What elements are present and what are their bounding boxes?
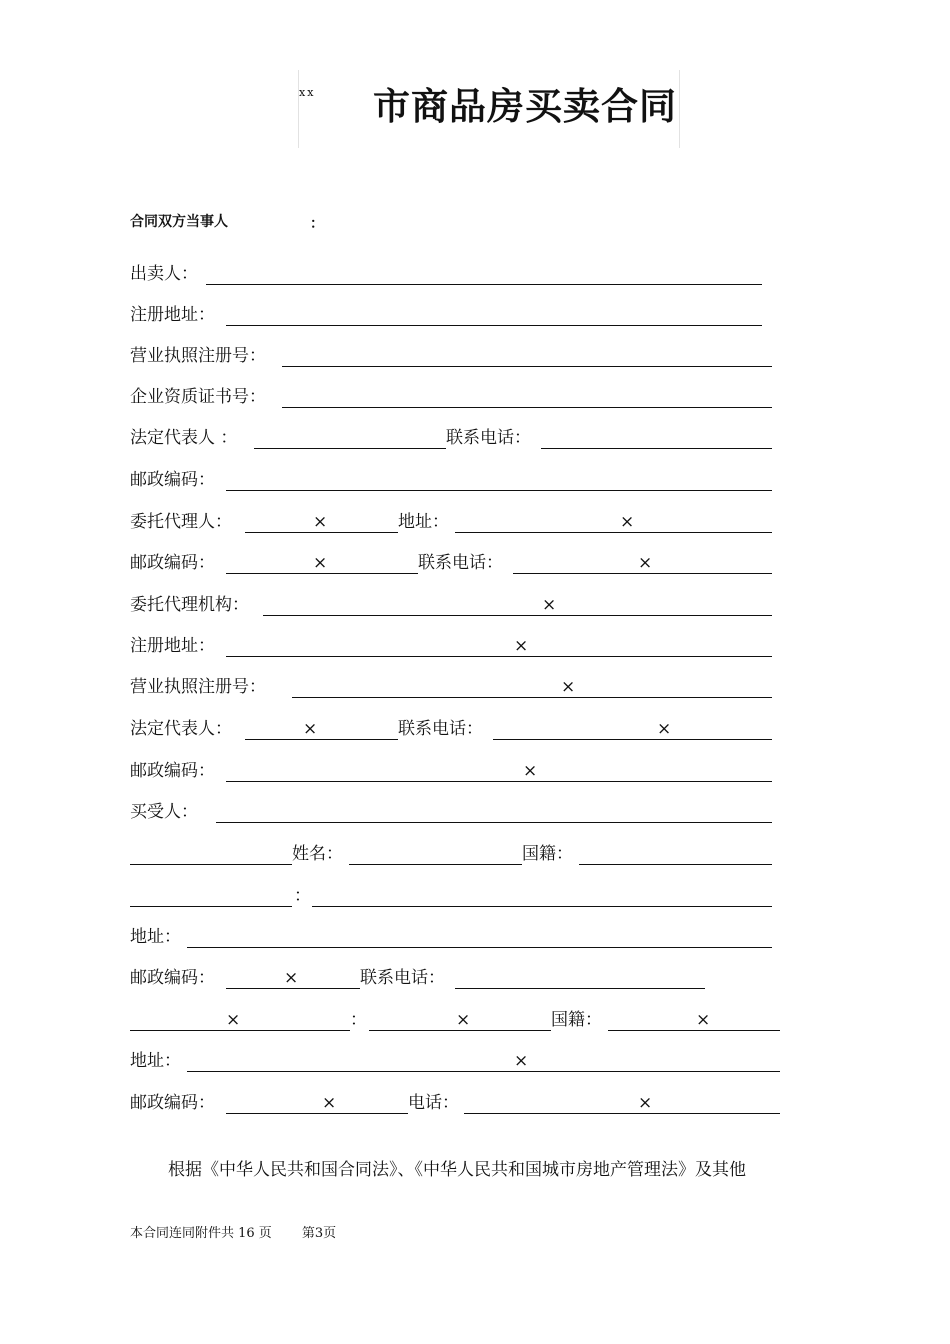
page-footer <box>130 1222 336 1241</box>
postcode-label: 邮政编码： <box>130 470 215 490</box>
agency-license-cross-mark: × <box>561 677 576 697</box>
buyer-address-line <box>187 947 772 948</box>
buyer2-address-line <box>187 1071 780 1072</box>
qualification-line <box>282 407 772 408</box>
footer-page-number: 第3页 <box>301 1226 337 1241</box>
buyer2-nationality-cross-mark: × <box>696 1010 711 1030</box>
buyer-address-label: 地址： <box>130 927 181 947</box>
phone-line <box>541 448 772 449</box>
qualification-label: 企业资质证书号： <box>130 387 266 407</box>
agent-postcode-cross-mark: × <box>313 553 328 573</box>
phone-label: 联系电话： <box>446 428 531 448</box>
parties-heading-colon: ： <box>310 216 324 232</box>
agency-address-label: 注册地址： <box>130 636 215 656</box>
buyer-nationality-label: 国籍： <box>522 844 573 864</box>
postcode-line <box>226 490 772 491</box>
agent-cross-mark: × <box>313 512 328 532</box>
agency-postcode-line <box>226 781 772 782</box>
agency-license-label: 营业执照注册号： <box>130 677 266 697</box>
buyer-name-label: 姓名： <box>292 844 343 864</box>
agency-address-line <box>226 656 772 657</box>
buyer2-address-label: 地址： <box>130 1051 181 1071</box>
buyer-id-colon: ： <box>294 886 311 906</box>
footer-attachment-note: 本合同连同附件共 16 页 <box>130 1226 272 1241</box>
agent-address-label: 地址： <box>398 512 449 532</box>
agency-license-line <box>292 697 772 698</box>
agency-phone-label: 联系电话： <box>398 719 483 739</box>
buyer2-tel-label: 电话： <box>408 1093 459 1113</box>
buyer2-nationality-label: 国籍： <box>551 1010 602 1030</box>
agency-cross-mark: × <box>542 595 557 615</box>
buyer-postcode-label: 邮政编码： <box>130 968 215 988</box>
buyer2-colon: ： <box>350 1010 367 1030</box>
buyer-line <box>216 822 772 823</box>
legal-rep-line <box>254 448 446 449</box>
title-prefix: xx <box>299 86 316 99</box>
legal-rep-label: 法定代表人 ： <box>130 428 238 448</box>
buyer2-postcode-cross-mark: × <box>322 1093 337 1113</box>
reg-address-line <box>226 325 762 326</box>
agency-line <box>263 615 772 616</box>
agent-phone-label: 联系电话： <box>418 553 503 573</box>
agency-phone-cross-mark: × <box>657 719 672 739</box>
buyer-name-line <box>349 864 522 865</box>
agency-legal-rep-label: 法定代表人： <box>130 719 232 739</box>
reg-address-label: 注册地址： <box>130 305 215 325</box>
buyer2-postcode-line <box>226 1113 408 1114</box>
agent-phone-cross-mark: × <box>638 553 653 573</box>
buyer2-postcode-label: 邮政编码： <box>130 1093 215 1113</box>
agent-postcode-label: 邮政编码： <box>130 553 215 573</box>
seller-line <box>206 284 762 285</box>
buyer2-id-cross-mark: × <box>456 1010 471 1030</box>
buyer2-tel-cross-mark: × <box>638 1093 653 1113</box>
agency-legal-rep-line <box>245 739 398 740</box>
buyer-nationality-line <box>579 864 772 865</box>
buyer2-type-cross-mark: × <box>226 1010 241 1030</box>
license-line <box>282 366 772 367</box>
seller-label: 出卖人： <box>130 264 198 284</box>
buyer-postcode-cross-mark: × <box>284 968 299 988</box>
buyer2-nationality-line <box>608 1030 780 1031</box>
agent-label: 委托代理人： <box>130 512 232 532</box>
license-label: 营业执照注册号： <box>130 346 266 366</box>
agency-address-cross-mark: × <box>514 636 529 656</box>
agency-label: 委托代理机构： <box>130 595 249 615</box>
parties-heading: 合同双方当事人 <box>130 214 228 230</box>
agent-address-line <box>455 532 772 533</box>
buyer-phone-line <box>455 988 705 989</box>
contract-basis-paragraph: 根据《中华人民共和国合同法》、《中华人民共和国城市房地产管理法》及其他 <box>168 1160 746 1180</box>
agency-phone-line <box>493 739 772 740</box>
buyer-id-line <box>312 906 772 907</box>
agency-postcode-label: 邮政编码： <box>130 761 215 781</box>
agency-legal-rep-cross-mark: × <box>303 719 318 739</box>
title-block <box>298 70 680 148</box>
agency-postcode-cross-mark: × <box>523 761 538 781</box>
buyer2-address-cross-mark: × <box>514 1051 529 1071</box>
buyer-id-type-line <box>130 906 292 907</box>
buyer-phone-label: 联系电话： <box>360 968 445 988</box>
document-title: 市商品房买卖合同 <box>373 85 677 128</box>
buyer-type-line <box>130 864 292 865</box>
buyer2-tel-line <box>464 1113 780 1114</box>
buyer-label: 买受人： <box>130 802 198 822</box>
agent-address-cross-mark: × <box>620 512 635 532</box>
